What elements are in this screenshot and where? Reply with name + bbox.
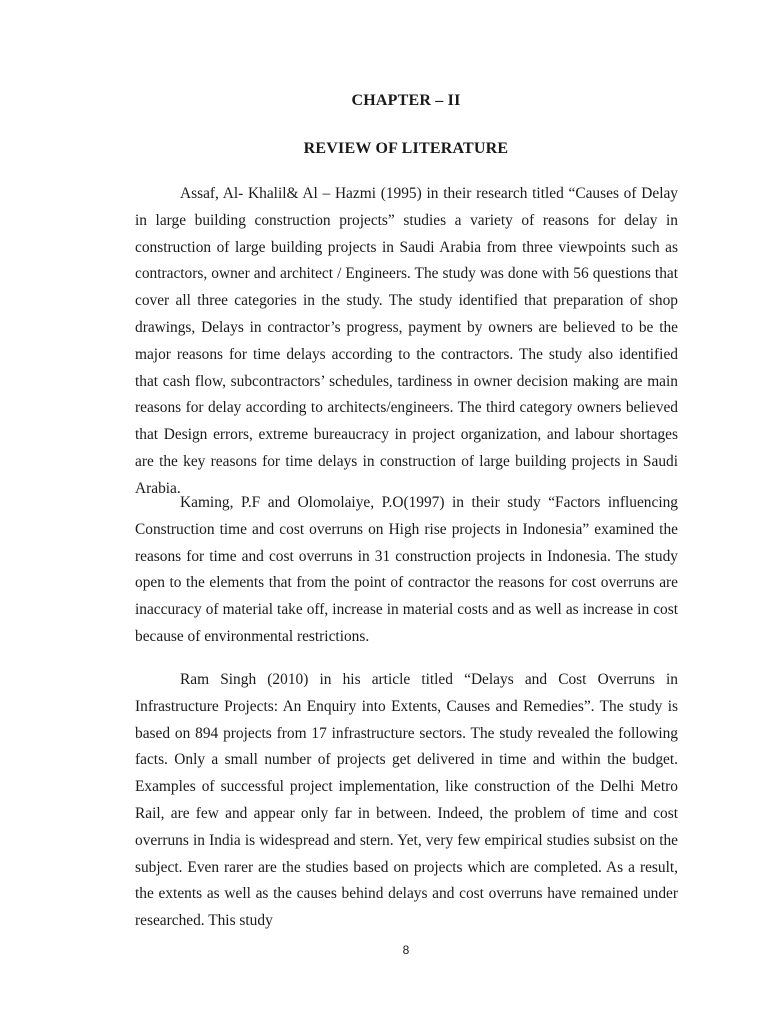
paragraph-assaf: Assaf, Al- Khalil& Al – Hazmi (1995) in their research titled “Causes of Delay in large building construction projects” studies a variety of reasons for delay in construction of large building projects in Saudi Arabia from three viewpoints such as contractors, owner and architect / Engineers. The study was done with 56 questions that cover all three categories in the study. The study identified that preparation of shop drawings, Delays in contractor’s progress, payment by owners are believed to be the major reasons for time delays according to the contractors. The study also identified that cash flow, subcontractors’ schedules, tardiness in owner decision making are main reasons for delay according to architects/engineers. The third category owners believed that Design errors, extreme bureaucracy in project organization, and labour shortages are the key reasons for time delays in construction of large building projects in Saudi Arabia. [135,185,678,497]
page-number: 8 [402,943,410,957]
section-title: REVIEW OF LITERATURE [303,140,509,157]
paragraph-kaming: Kaming, P.F and Olomolaiye, P.O(1997) in their study “Factors influencing Construction time and cost overruns on High rise projects in Indonesia” examined the reasons for time and cost overruns in 31 construction projects in Indonesia. The study open to the elements that from the point of contractor the reasons for cost overruns are inaccuracy of material take off, increase in material costs and as well as increase in cost because of environmental restrictions. [135,494,678,645]
paragraph-ram-singh: Ram Singh (2010) in his article titled “Delays and Cost Overruns in Infrastructure Projects: An Enquiry into Extents, Causes and Remedies”. The study is based on 894 projects from 17 infrastructure sectors. The study revealed the following facts. Only a small number of projects get delivered in time and within the budget. Examples of successful project implementation, like construction of the Delhi Metro Rail, are few and appear only far in between. Indeed, the problem of time and cost overruns in India is widespread and stern. Yet, very few empirical studies subsist on the subject. Even rarer are the studies based on projects which are completed. As a result, the extents as well as the causes behind delays and cost overruns have remained under researched. This study [135,671,678,930]
chapter-heading: CHAPTER – II [351,92,461,109]
